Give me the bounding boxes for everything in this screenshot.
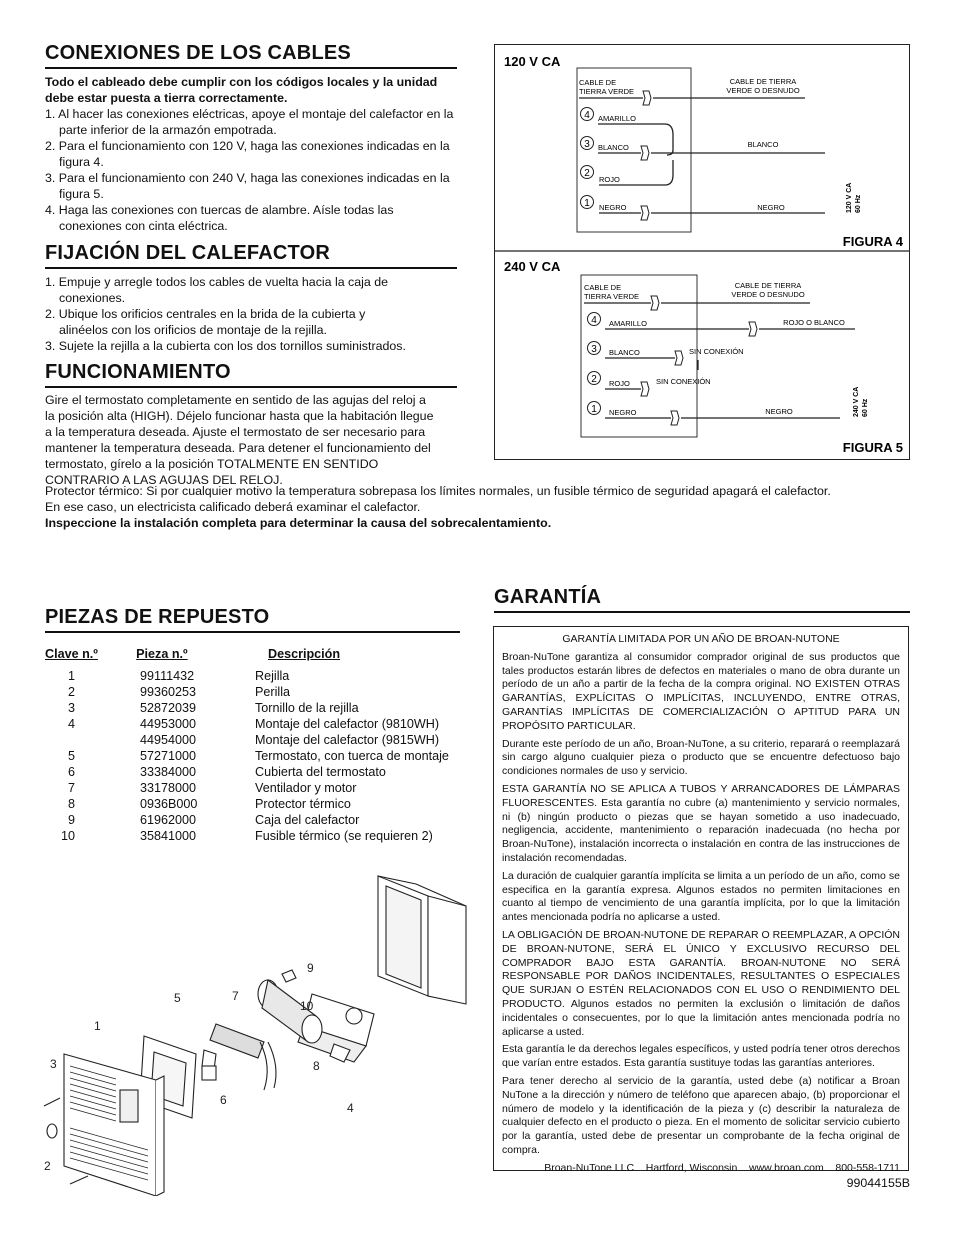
fig5-wire-label: BLANCO — [609, 348, 640, 357]
cables-heading: CONEXIONES DE LOS CABLES — [45, 42, 457, 69]
col-header-pieza: Pieza n.º — [136, 647, 188, 661]
doc-number: 99044155B — [846, 1176, 910, 1190]
fig5-side-label-1: 240 V CA — [853, 386, 860, 417]
fijacion-step: 2. Ubique los orificios centrales en la brida de la cubierta y alinéelos con los orificios de montaje de la rejilla. — [45, 307, 366, 337]
wire-nut-icon — [641, 206, 649, 220]
table-row: 1 99111432 Rejilla — [67, 669, 290, 683]
warranty-paragraph: Durante este período de un año, Broan-NuTone, a su criterio, reparará o reemplazará sin cargo alguno cualquier pieza o producto que se encuentre defectuoso bajo condiciones normales de uso y servicio. — [502, 737, 900, 778]
cables-steps — [45, 106, 457, 234]
table-row: 4 44953000 Montaje del calefactor (9810WH) — [67, 717, 440, 731]
exploded-parts-drawing — [36, 866, 476, 1196]
fig4-voltage: 120 V CA — [504, 54, 561, 69]
fig4-ground-left-2: TIERRA VERDE — [579, 87, 635, 96]
warranty-paragraph: Broan-NuTone garantiza al consumidor comprador original de sus productos que tales productos estarán libres de defectos en materiales o mano de obra durante un período de un año a partir de la fecha de la compra original. NO EXISTEN OTRAS GARANTÍAS, EXPLÍCITAS O IMPLÍCITAS, INCLUYENDO, ENTRE OTRAS, GARANTÍAS IMPLÍCITAS DE COMERCIALIZACIÓN O APTITUD PARA UN PROPÓSITO PARTICULAR. — [502, 650, 900, 732]
fig5-wire-num: 3 — [591, 344, 597, 355]
cables-step: 2. Para el funcionamiento con 120 V, haga las conexiones indicadas en la figura 4. — [45, 139, 450, 169]
fig5-wire-num: 4 — [591, 315, 597, 326]
fijacion-heading: FIJACIÓN DEL CALEFACTOR — [45, 242, 457, 269]
wire-nut-icon — [643, 91, 651, 105]
funcionamiento-section — [45, 361, 457, 488]
table-row: 7 33178000 Ventilador y motor — [67, 781, 357, 795]
fig5-wire-right: ROJO O BLANCO — [783, 318, 845, 327]
warranty-paragraph: ESTA GARANTÍA NO SE APLICA A TUBOS Y ARRANCADORES DE LÁMPARAS FLUORESCENTES. Esta garantía no cubre (a) mantenimiento y servicio normales, ni (b) ningún producto o piezas que se hayan sometido a uso inadecuado, negligencia, accidente, mantenimiento o reparación inadecuada (no hecha por Broan-NuTone), instalación incorrecta o instalación en contra de las instrucciones de instalación recomendadas. — [502, 782, 900, 864]
fig5-ground-right-2: VERDE O DESNUDO — [731, 290, 805, 299]
fig5-wire-right: SIN CONEXIÓN — [656, 377, 711, 386]
callout-5: 5 — [174, 991, 181, 1005]
warranty-box — [493, 626, 909, 1174]
fig4-ground-left-1: CABLE DE — [579, 78, 617, 87]
funcionamiento-body: Gire el termostato completamente en sentido de las agujas del reloj a la posición alta (HIGH). Déjelo funcionar hasta que la habitación llegue a la temperatura deseada. Ajuste el termostato de ser necesario para mantener la temperatura deseada. Para detener el funcionamiento del termostato, gírelo a la posición TOTALMENTE EN SENTIDO CONTRARIO A LAS AGUJAS DEL RELOJ. — [45, 393, 434, 487]
piezas-section — [45, 606, 460, 845]
fig4-side-label-2: 60 Hz — [855, 194, 862, 213]
callout-9: 9 — [307, 961, 314, 975]
cables-section — [45, 42, 457, 234]
fig5-voltage: 240 V CA — [504, 259, 561, 274]
fig5-wire-num: 1 — [591, 404, 597, 415]
wiring-diagram — [495, 45, 909, 459]
callout-10: 10 — [300, 999, 314, 1013]
callout-1: 1 — [94, 1019, 101, 1033]
fijacion-section — [45, 242, 457, 354]
fig4-caption: FIGURA 4 — [842, 234, 903, 249]
wire-nut-icon — [675, 351, 683, 365]
cables-step: 4. Haga las conexiones con tuercas de alambre. Aísle todas las conexiones con cinta eléctrica. — [45, 203, 394, 233]
wire-nut-icon — [641, 146, 649, 160]
fig5-side-label-2: 60 Hz — [862, 398, 869, 417]
warranty-paragraph: LA OBLIGACIÓN DE BROAN-NUTONE DE REPARAR O REEMPLAZAR, A OPCIÓN DE BROAN-NUTONE, SERÁ EL ÚNICO Y EXCLUSIVO RECURSO DEL COMPRADOR BAJO ESTA GARANTÍA. BROAN-NUTONE NO SERÁ RESPONSABLE POR DAÑOS INCIDENTALES, RESULTANTES O ESPECIALES QUE SURJAN O ESTÉN RELACIONADOS CON EL USO O RENDIMIENTO DEL PRODUCTO. Algunos estados no permiten la exclusión o limitación de daños incidentales o consecuentes, por lo que la limitación antes mencionada podría no aplicarse a usted. — [502, 928, 900, 1038]
callout-6: 6 — [220, 1093, 227, 1107]
wiring-figures — [494, 44, 910, 460]
col-header-clave: Clave n.º — [45, 647, 98, 661]
warranty-contact: Broan-NuTone LLC Hartford, Wisconsin www.broan.com 800-558-1711 — [544, 1161, 900, 1174]
fig4-wire-num: 3 — [584, 139, 590, 150]
protector-block — [45, 483, 925, 531]
fig4-wire-label: ROJO — [599, 175, 620, 184]
callout-2: 2 — [44, 1159, 51, 1173]
garantia-heading: GARANTÍA — [494, 586, 910, 613]
fig4-wire-label: AMARILLO — [598, 114, 636, 123]
wire-nut-icon — [671, 411, 679, 425]
table-row: 44954000 Montaje del calefactor (9815WH) — [140, 733, 440, 747]
col-header-descripcion: Descripción — [267, 647, 341, 661]
fig4-side-label-1: 120 V CA — [846, 182, 853, 213]
fig5-ground-left-1: CABLE DE — [584, 283, 622, 292]
callout-4: 4 — [347, 1101, 354, 1115]
table-row: 8 0936B000 Protector térmico — [67, 797, 351, 811]
fig4-wire-label: BLANCO — [598, 143, 629, 152]
fig5-wire-right: NEGRO — [765, 407, 793, 416]
warranty-paragraph: Esta garantía le da derechos legales específicos, y usted podría tener otros derechos que varían entre estados. Esta garantía sustituye todas las garantías anteriores. — [502, 1043, 900, 1070]
fig5-ground-left-2: TIERRA VERDE — [584, 292, 640, 301]
fig5-wire-right: SIN CONEXIÓN — [689, 347, 744, 356]
callout-3: 3 — [50, 1057, 57, 1071]
protector-warning: Inspeccione la instalación completa para determinar la causa del sobrecalentamiento. — [45, 516, 552, 530]
fig5-wire-label: NEGRO — [609, 408, 637, 417]
warranty-title: GARANTÍA LIMITADA POR UN AÑO DE BROAN-NUTONE — [562, 633, 840, 645]
table-row: 10 35841000 Fusible térmico (se requieren 2) — [60, 829, 433, 843]
wire-nut-icon — [651, 296, 659, 310]
cables-step: 1. Al hacer las conexiones eléctricas, apoye el montaje del calefactor en la parte inferior de la armazón empotrada. — [45, 107, 454, 137]
fig5-wire-label: ROJO — [609, 379, 630, 388]
table-row: 3 52872039 Tornillo de la rejilla — [67, 701, 359, 715]
fig4-wire-right: NEGRO — [757, 203, 785, 212]
fig5-ground-right-1: CABLE DE TIERRA — [734, 281, 802, 290]
fig4-wire-num: 1 — [584, 198, 590, 209]
warranty-paragraph: Para tener derecho al servicio de la garantía, usted debe (a) notificar a Broan NuTone a la dirección y número de teléfono que aparecen abajo, (b) proporcionar el número de modelo y la identificación de la pieza y (c) describir la naturaleza de cualquier defecto en el producto o pieza. En el momento de solicitar servicio cubierto por la garantía, usted debe de presentar un comprobante de la fecha original de compra. — [502, 1074, 900, 1156]
fig4-ground-right-1: CABLE DE TIERRA — [729, 77, 797, 86]
parts-table — [45, 647, 460, 669]
fig4-wire-num: 2 — [584, 168, 590, 179]
fig4-wire-label: NEGRO — [599, 203, 627, 212]
warranty-paragraph: La duración de cualquier garantía implícita se limita a un período de un año, como se especifica en la garantía expresa. Algunos estados no permiten limitaciones en cuanto al tiempo de vencimiento de una garantía implícita, por lo que la limitación antes mencionada podría no aplicarse a usted. — [502, 869, 900, 924]
fig5-wire-label: AMARILLO — [609, 319, 647, 328]
fig5-wire-num: 2 — [591, 374, 597, 385]
wire-nut-icon — [749, 322, 757, 336]
fijacion-steps — [45, 274, 457, 354]
fijacion-step: 1. Empuje y arregle todos los cables de vuelta hacia la caja de conexiones. — [45, 275, 389, 305]
protector-text-2: En ese caso, un electricista calificado deberá examinar el calefactor. — [45, 500, 421, 514]
garantia-section — [494, 586, 910, 613]
exploded-view — [36, 866, 476, 1196]
cables-intro: Todo el cableado debe cumplir con los códigos locales y la unidad debe estar puesta a tierra correctamente. — [45, 75, 438, 105]
table-row: 9 61962000 Caja del calefactor — [67, 813, 360, 827]
callout-7: 7 — [232, 989, 239, 1003]
parts-header-row — [45, 647, 460, 669]
table-row: 2 99360253 Perilla — [67, 685, 290, 699]
protector-text-1: Protector térmico: Si por cualquier motivo la temperatura sobrepasa los límites normales, un fusible térmico de seguridad apagará el calefactor. — [45, 484, 831, 498]
parts-body — [45, 669, 449, 845]
cables-step: 3. Para el funcionamiento con 240 V, haga las conexiones indicadas en la figura 5. — [45, 171, 450, 201]
fig5-caption: FIGURA 5 — [842, 440, 903, 455]
fig4-wire-right: BLANCO — [747, 140, 779, 149]
table-row: 5 57271000 Termostato, con tuerca de montaje — [67, 749, 449, 763]
fijacion-step: 3. Sujete la rejilla a la cubierta con los dos tornillos suministrados. — [45, 339, 406, 353]
wire-nut-icon — [641, 382, 649, 396]
callout-8: 8 — [313, 1059, 320, 1073]
piezas-heading: PIEZAS DE REPUESTO — [45, 606, 460, 633]
table-row: 6 33384000 Cubierta del termostato — [67, 765, 386, 779]
fig4-wire-num: 4 — [584, 110, 590, 121]
funcionamiento-heading: FUNCIONAMIENTO — [45, 361, 457, 388]
fig4-ground-right-2: VERDE O DESNUDO — [726, 86, 800, 95]
